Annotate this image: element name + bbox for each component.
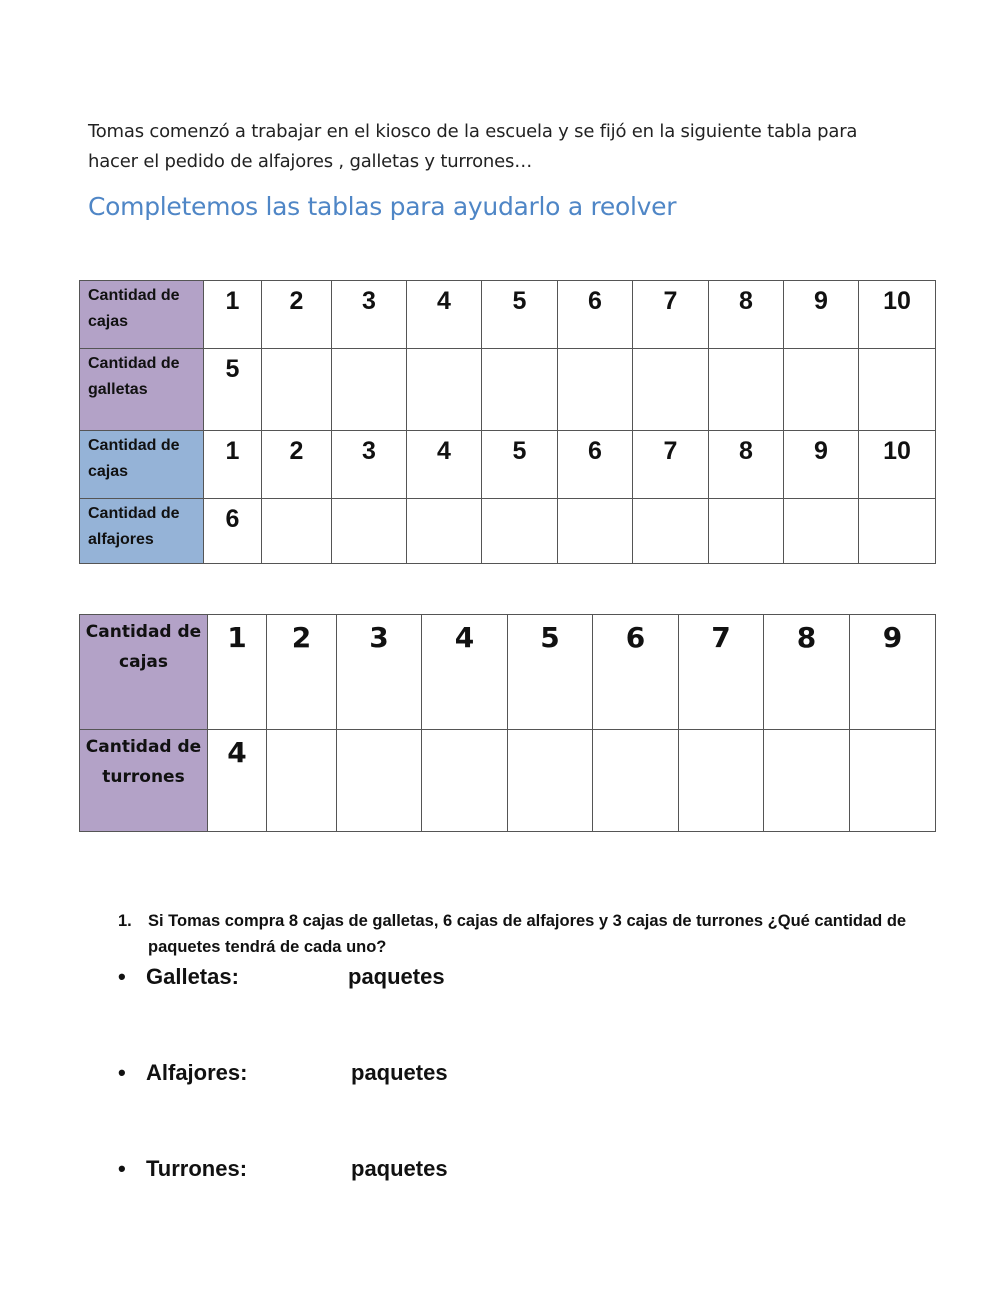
answer-cell[interactable] [558,499,633,564]
answer-cell[interactable] [709,499,784,564]
table-cell: 2 [262,281,332,349]
question-number: 1. [118,912,132,930]
galletas-alfajores-table [79,280,936,564]
row-label: Cantidad de alfajores [80,499,204,564]
answer-cell[interactable] [482,499,558,564]
question-1 [118,908,918,960]
table-row [80,431,936,499]
answer-cell[interactable] [558,349,633,431]
table-row [80,615,936,730]
answer-unit: paquetes [351,1156,448,1181]
intro-line-2: hacer el pedido de alfajores , galletas y turrones… [88,151,532,172]
table-cell: 2 [262,431,332,499]
answer-cell[interactable] [262,499,332,564]
table-cell: 8 [709,431,784,499]
answer-cell[interactable] [850,730,936,832]
answer-cell[interactable] [633,349,709,431]
table-cell: 9 [784,281,859,349]
table-cell: 10 [859,281,936,349]
answer-unit: paquetes [348,964,445,989]
answer-cell[interactable] [784,499,859,564]
answer-cell[interactable] [262,349,332,431]
table-cell: 7 [633,431,709,499]
row-label: Cantidad de cajas [80,431,204,499]
table-row [80,499,936,564]
answer-cell[interactable] [482,349,558,431]
table-cell: 10 [859,431,936,499]
table-row [80,730,936,832]
answer-cell[interactable] [332,349,407,431]
table-cell: 8 [709,281,784,349]
table-row [80,349,936,431]
table-cell: 5 [482,281,558,349]
table-cell: 7 [679,615,764,730]
answer-unit: paquetes [351,1060,448,1085]
table-cell: 6 [558,431,633,499]
table-cell: 9 [850,615,936,730]
table-cell: 3 [332,281,407,349]
bullet-icon: • [118,1156,126,1181]
turrones-table [79,614,936,832]
table-cell: 4 [407,281,482,349]
table-cell: 6 [204,499,262,564]
row-label: Cantidad de turrones [80,730,208,832]
answer-cell[interactable] [784,349,859,431]
table-cell: 5 [204,349,262,431]
table-cell: 3 [337,615,422,730]
table-cell: 1 [204,281,262,349]
answer-cell[interactable] [267,730,337,832]
answer-cell[interactable] [633,499,709,564]
row-label: Cantidad de galletas [80,349,204,431]
table-row [80,281,936,349]
answer-cell[interactable] [593,730,679,832]
table-cell: 9 [784,431,859,499]
answer-cell[interactable] [407,499,482,564]
bullet-icon: • [118,1060,126,1085]
answer-cell[interactable] [859,349,936,431]
answer-cell[interactable] [508,730,593,832]
table-cell: 8 [764,615,850,730]
table-cell: 6 [593,615,679,730]
answer-cell[interactable] [337,730,422,832]
answer-cell[interactable] [332,499,407,564]
row-label: Cantidad de cajas [80,281,204,349]
answer-cell[interactable] [764,730,850,832]
table-cell: 5 [482,431,558,499]
answer-cell[interactable] [422,730,508,832]
row-label: Cantidad de cajas [80,615,208,730]
table-cell: 1 [204,431,262,499]
table-cell: 4 [407,431,482,499]
table-cell: 4 [208,730,267,832]
page-heading: Completemos las tablas para ayudarlo a reolver [88,192,677,221]
answer-label: Galletas: [146,964,239,989]
table-cell: 7 [633,281,709,349]
answer-cell[interactable] [679,730,764,832]
table-cell: 6 [558,281,633,349]
answer-label: Alfajores: [146,1060,248,1085]
question-text: Si Tomas compra 8 cajas de galletas, 6 cajas de alfajores y 3 cajas de turrones ¿Qué cantidad de paquetes tendrá de cada uno? [148,912,907,956]
answer-cell[interactable] [859,499,936,564]
table-cell: 5 [508,615,593,730]
answer-cell[interactable] [709,349,784,431]
intro-line-1: Tomas comenzó a trabajar en el kiosco de la escuela y se fijó en la siguiente tabla para [88,121,858,142]
table-cell: 2 [267,615,337,730]
table-cell: 4 [422,615,508,730]
answer-label: Turrones: [146,1156,248,1181]
table-cell: 3 [332,431,407,499]
table-cell: 1 [208,615,267,730]
bullet-icon: • [118,964,126,989]
answer-cell[interactable] [407,349,482,431]
intro-text [88,117,908,177]
